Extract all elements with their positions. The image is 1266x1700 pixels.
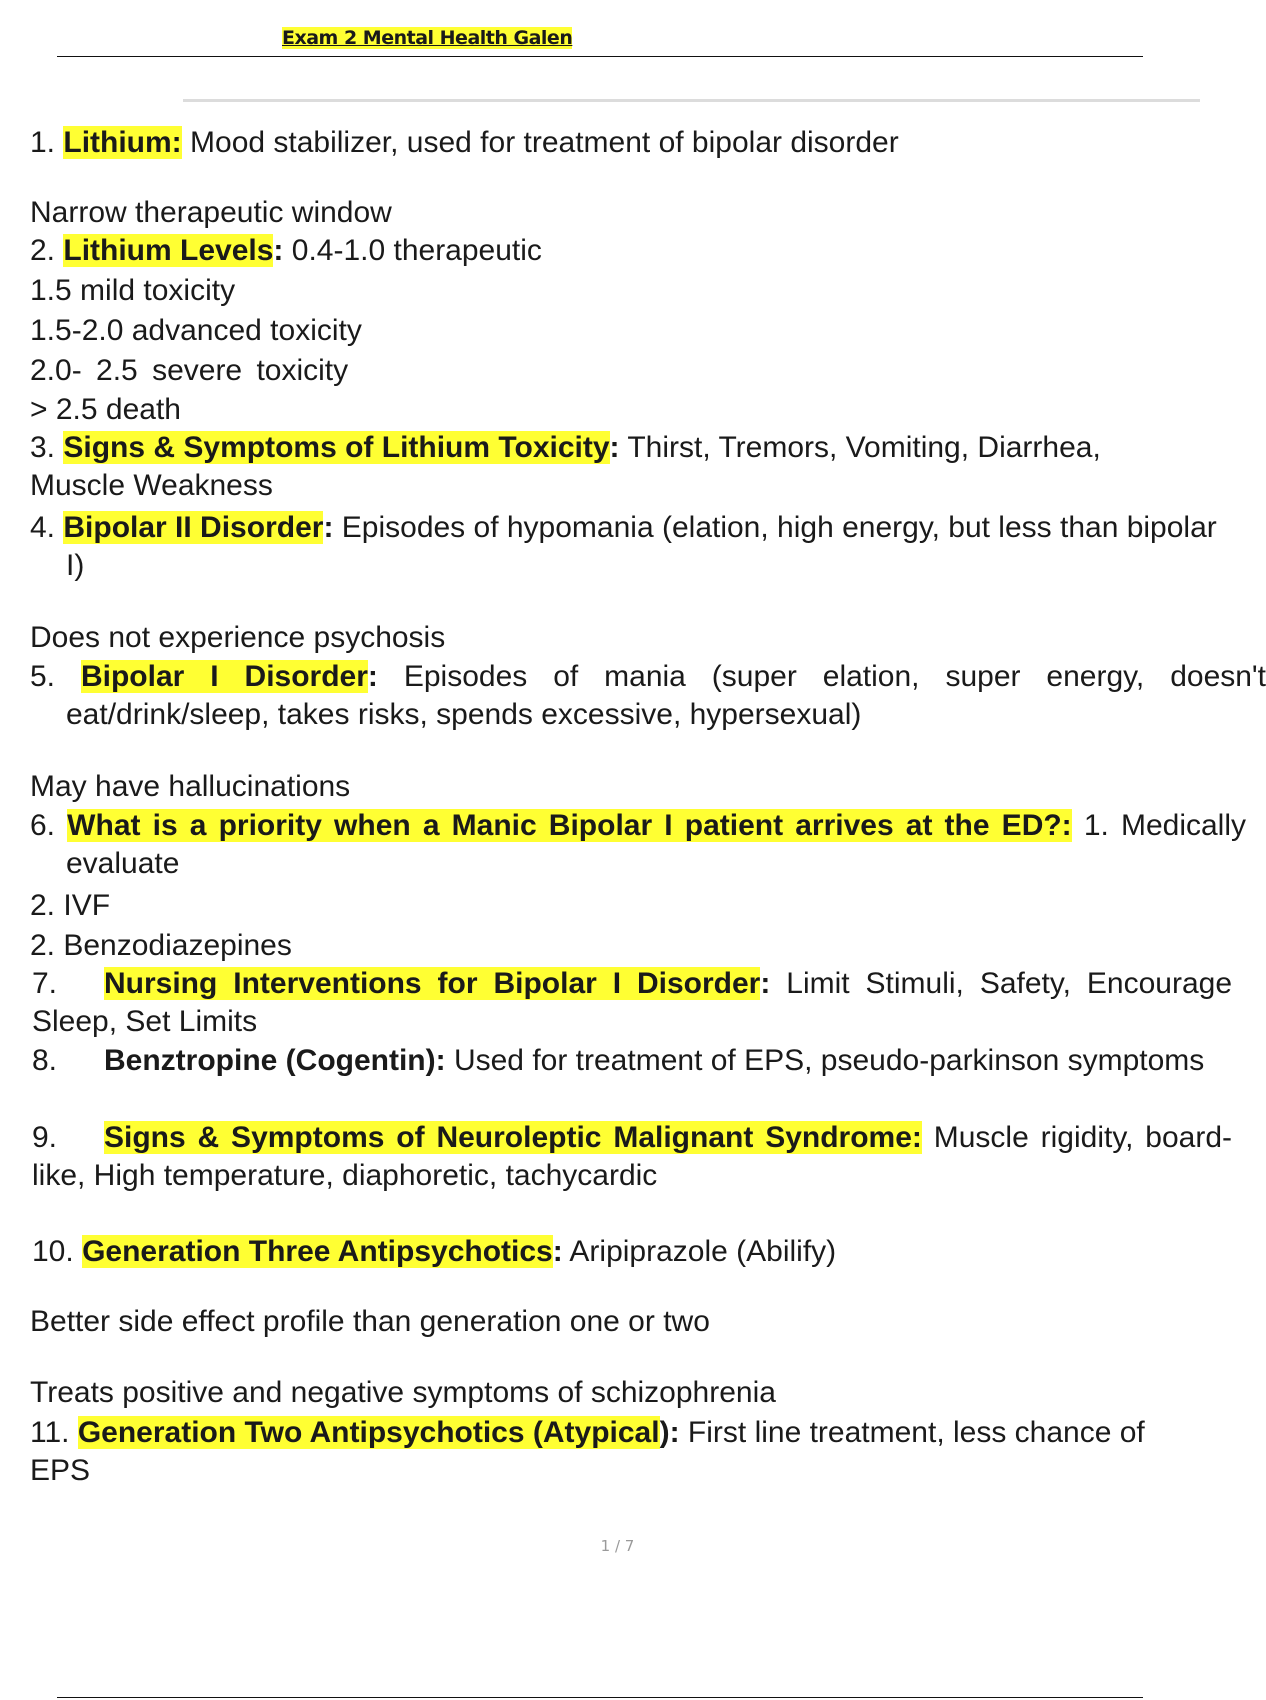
page-indicator: 1 / 7 [600, 1537, 635, 1555]
item-description: Mood stabilizer, used for treatment of bipolar disorder [181, 126, 899, 159]
note-text: Does not experience psychosis [30, 621, 446, 654]
priority-step: 2. Benzodiazepines [30, 929, 292, 962]
list-item-11 [30, 1414, 1210, 1490]
item-number: 9. [32, 1121, 58, 1154]
toxicity-level: 2.0- 2.5 severe toxicity [30, 354, 349, 387]
list-item-2 [30, 232, 542, 270]
item-description: 1. Medically evaluate [66, 809, 1247, 880]
item-term: Nursing Interventions for Bipolar I Disorder [104, 967, 761, 1000]
item-term: Signs & Symptoms of Neuroleptic Malignant Syndrome: [104, 1121, 922, 1154]
document-header [282, 27, 572, 49]
item-number: 1. [30, 126, 56, 159]
list-item-10 [32, 1233, 836, 1271]
item-description: Episodes of hypomania (elation, high energy, but less than bipolar I) [66, 511, 1217, 582]
list-item-7 [32, 965, 1232, 1041]
note-text: Treats positive and negative symptoms of schizophrenia [30, 1376, 776, 1409]
separator-line [183, 99, 1200, 102]
item-term: Lithium: [63, 126, 182, 159]
item-colon: : [609, 431, 620, 464]
toxicity-level: 1.5 mild toxicity [30, 274, 236, 307]
item-description: Thirst, Tremors, Vomiting, Diarrhea, Muscle Weakness [30, 431, 1101, 502]
item-colon: : [273, 234, 284, 267]
item-description: 0.4-1.0 therapeutic [283, 234, 542, 267]
item-number: 5. [30, 660, 56, 693]
footer-divider [57, 1697, 1143, 1698]
item-number: 3. [30, 431, 56, 464]
item-term: What is a priority when a Manic Bipolar I patient arrives at the ED?: [67, 809, 1072, 842]
item-description: Episodes of mania (super elation, super energy, doesn't eat/drink/sleep, takes risks, spends excessive, hypersexual) [66, 660, 1266, 731]
item-term-tail: ) [659, 1416, 670, 1449]
item-description: Used for treatment of EPS, pseudo-parkinson symptoms [445, 1044, 1205, 1077]
item-number: 7. [32, 967, 58, 1000]
toxicity-level: > 2.5 death [30, 393, 181, 426]
list-item-9 [32, 1119, 1232, 1195]
list-item-6 [30, 807, 1246, 883]
item-term: Signs & Symptoms of Lithium Toxicity [63, 431, 610, 464]
item-number: 4. [30, 511, 56, 544]
item-colon: : [367, 660, 378, 693]
item-number: 8. [32, 1044, 58, 1077]
document-title: Exam 2 Mental Health Galen [282, 27, 573, 49]
list-item-1 [30, 124, 899, 162]
item-term: Generation Three Antipsychotics [82, 1235, 553, 1268]
item-description: Muscle rigidity, board-like, High temperature, diaphoretic, tachycardic [32, 1121, 1232, 1192]
priority-step: 2. IVF [30, 889, 111, 922]
note-text: Narrow therapeutic window [30, 196, 392, 229]
item-number: 11. [30, 1416, 70, 1449]
note-text: Better side effect profile than generation one or two [30, 1305, 710, 1338]
item-number: 6. [30, 809, 56, 842]
item-term: Generation Two Antipsychotics (Atypical [77, 1416, 660, 1449]
item-colon: : [760, 967, 771, 1000]
item-term: Bipolar II Disorder [63, 511, 324, 544]
list-item-8 [32, 1042, 1232, 1080]
list-item-5 [30, 658, 1266, 734]
item-colon: : [552, 1235, 563, 1268]
item-description: First line treatment, less chance of EPS [30, 1416, 1145, 1487]
toxicity-level: 1.5-2.0 advanced toxicity [30, 314, 362, 347]
item-description: Limit Stimuli, Safety, Encourage Sleep, Set Limits [32, 967, 1233, 1038]
header-divider [57, 56, 1143, 57]
item-number: 2. [30, 234, 56, 267]
list-item-4 [30, 509, 1236, 585]
item-number: 10. [32, 1235, 74, 1268]
list-item-3 [30, 429, 1200, 505]
note-text: May have hallucinations [30, 770, 351, 803]
item-term: Bipolar I Disorder [80, 660, 368, 693]
item-colon: : [323, 511, 334, 544]
item-description: Aripiprazole (Abilify) [562, 1235, 837, 1268]
item-colon: : [669, 1416, 680, 1449]
item-term: Benztropine (Cogentin): [104, 1044, 446, 1077]
item-term: Lithium Levels [63, 234, 274, 267]
